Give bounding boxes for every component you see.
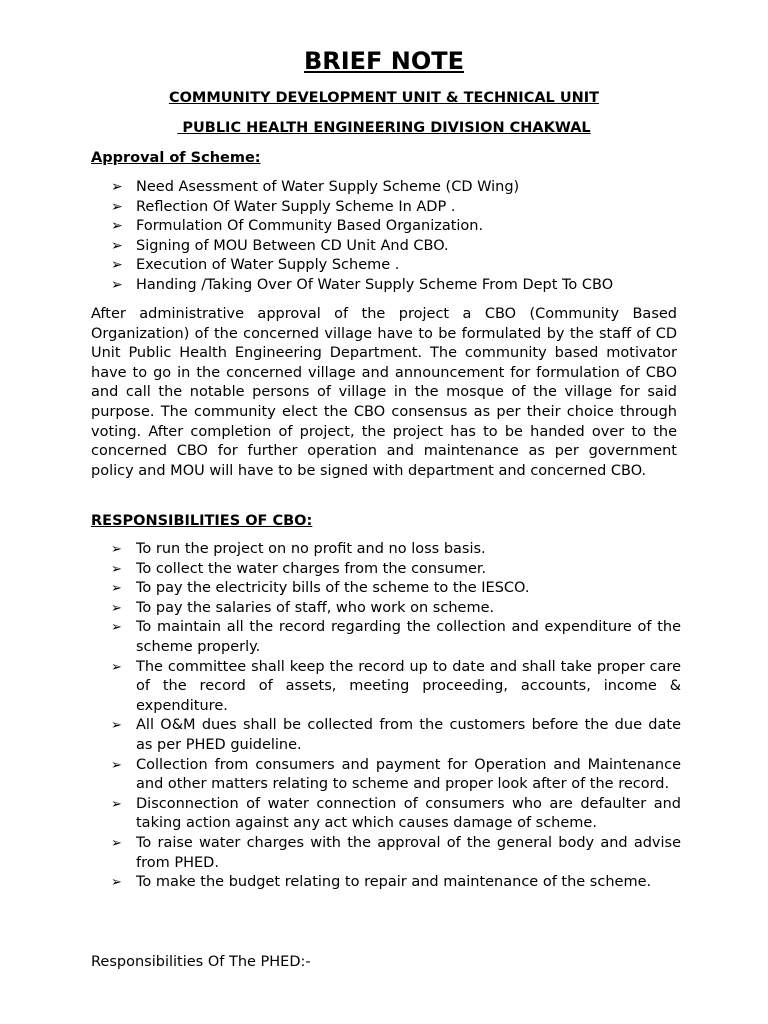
- list-item-text: To make the budget relating to repair and maintenance of the scheme.: [136, 874, 652, 891]
- list-item-text: To pay the electricity bills of the scheme to the IESCO.: [136, 580, 530, 597]
- list-item-text: Handing /Taking Over Of Water Supply Scheme From Dept To CBO: [136, 276, 614, 293]
- arrow-bullet-icon: ➢: [111, 542, 122, 557]
- document-subtitle-division: PUBLIC HEALTH ENGINEERING DIVISION CHAKWAL: [177, 120, 591, 136]
- arrow-bullet-icon: ➢: [111, 620, 122, 636]
- list-item-text: Collection from consumers and payment for Operation and Maintenance and other matters relating to scheme and proper look after of the record.: [136, 756, 681, 793]
- list-item: [91, 795, 681, 834]
- list-item-text: To maintain all the record regarding the collection and expenditure of the scheme properly.: [136, 619, 681, 655]
- list-item: [91, 276, 681, 296]
- list-item: [91, 873, 681, 893]
- list-item-text: To raise water charges with the approval of the general body and advise from PHED.: [136, 834, 681, 871]
- list-item: [91, 716, 681, 755]
- body-paragraph: After administrative approval of the project a CBO (Community Based Organization) of the concerned village have to be formulated by the staff of CD Unit Public Health Engineering Department. The community based motivator have to go in the concerned village and announcement for formulation of CBO and call the notable persons of village in the mosque of the village for said purpose. The community elect the CBO consensus as per their choice through voting. After completion of project, the project has to be handed over to the concerned CBO for further operation and maintenance as per government policy and MOU will have to be signed with department and concerned CBO.: [91, 306, 677, 479]
- list-item: [91, 198, 681, 218]
- list-item: [91, 834, 681, 873]
- list-item-text: Execution of Water Supply Scheme .: [136, 257, 400, 274]
- list-item: [91, 599, 681, 619]
- arrow-bullet-icon: ➢: [111, 198, 123, 215]
- arrow-bullet-icon: ➢: [111, 796, 122, 812]
- list-item-text: Disconnection of water connection of consumers who are defaulter and taking action against any act which causes damage of scheme.: [136, 795, 681, 832]
- list-item-text: Signing of MOU Between CD Unit And CBO.: [136, 237, 449, 254]
- list-item: [91, 658, 681, 717]
- document-subtitle-unit: COMMUNITY DEVELOPMENT UNIT & TECHNICAL UNIT: [168, 90, 600, 106]
- arrow-bullet-icon: ➢: [111, 718, 122, 734]
- arrow-bullet-icon: ➢: [111, 179, 123, 195]
- arrow-bullet-icon: ➢: [111, 757, 122, 773]
- arrow-bullet-icon: ➢: [111, 875, 122, 891]
- list-item: [91, 256, 681, 276]
- list-item-text: To run the project on no profit and no loss basis.: [136, 541, 486, 557]
- arrow-bullet-icon: ➢: [111, 581, 122, 597]
- list-item-text: Formulation Of Community Based Organization.: [136, 218, 484, 235]
- list-item: [91, 237, 681, 257]
- list-item: [91, 178, 681, 198]
- arrow-bullet-icon: ➢: [111, 835, 122, 851]
- arrow-bullet-icon: ➢: [111, 659, 122, 675]
- list-item: [91, 540, 681, 560]
- arrow-bullet-icon: ➢: [111, 218, 123, 235]
- list-item: [91, 618, 681, 657]
- arrow-bullet-icon: ➢: [111, 257, 123, 274]
- list-item-text: To collect the water charges from the consumer.: [136, 560, 487, 577]
- list-item-text: Need Asessment of Water Supply Scheme (CD Wing): [136, 179, 520, 195]
- list-item: [91, 756, 681, 795]
- phed-heading: Responsibilities Of The PHED:-: [91, 954, 311, 970]
- list-item: [91, 579, 681, 599]
- arrow-bullet-icon: ➢: [111, 600, 122, 616]
- responsibilities-list: [91, 540, 681, 893]
- approval-list: [91, 178, 681, 296]
- list-item-text: To pay the salaries of staff, who work on scheme.: [136, 599, 495, 616]
- list-item-text: The committee shall keep the record up to date and shall take proper care of the record of assets, meeting proceeding, accounts, income & expenditure.: [136, 658, 681, 714]
- list-item-text: Reflection Of Water Supply Scheme In ADP .: [136, 198, 456, 215]
- list-item: [91, 560, 681, 580]
- approval-heading: Approval of Scheme:: [91, 150, 261, 166]
- arrow-bullet-icon: ➢: [111, 237, 123, 254]
- list-item-text: All O&M dues shall be collected from the customers before the due date as per PHED guideline.: [136, 717, 681, 753]
- arrow-bullet-icon: ➢: [111, 276, 123, 293]
- responsibilities-heading: RESPONSIBILITIES OF CBO:: [91, 513, 313, 529]
- list-item: [91, 217, 681, 237]
- arrow-bullet-icon: ➢: [111, 561, 122, 577]
- document-title: BRIEF NOTE: [303, 47, 465, 75]
